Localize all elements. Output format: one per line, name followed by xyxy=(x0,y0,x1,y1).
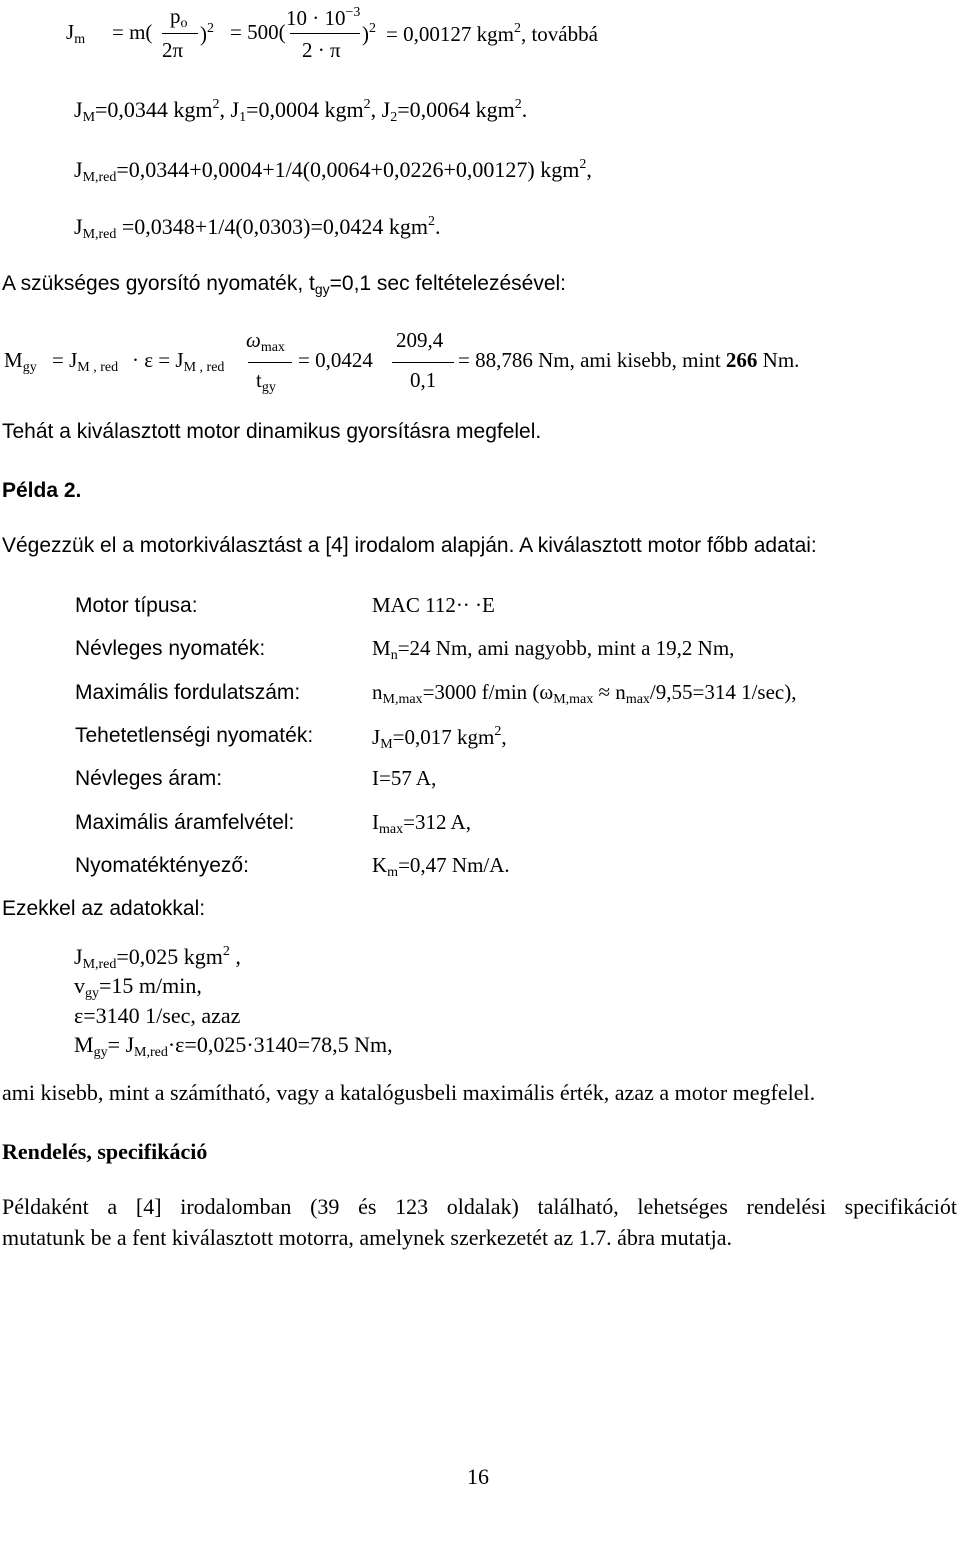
motor-value: $n_{M,max}=3000$ f/min ($\omega_{M,max} \approx n_{max}/9,55=314$ 1/sec), xyxy=(372,680,797,707)
line-torque-intro: A szükséges gyorsító nyomaték, $t_{gy}=0,1$ sec feltételezésével: xyxy=(2,272,567,297)
page-number: 16 xyxy=(467,1464,489,1489)
line-with-data: Ezekkel az adatokkal: xyxy=(2,897,206,920)
calc-line: $v_{gy}=15$ m/min, xyxy=(74,973,202,1001)
motor-value: MAC 112·· ·E xyxy=(372,593,495,617)
heading-order: Rendelés, specifikáció xyxy=(2,1139,208,1164)
line-jred-2: $J_{M,red} =0,0348+1/4(0,0303)=0,0424$ kgm$^2$. xyxy=(74,214,441,242)
motor-value: $M_n=24$ Nm, ami nagyobb, mint a 19,2 Nm, xyxy=(372,636,735,663)
calc-line: ε=3140 1/sec, azaz xyxy=(74,1003,241,1028)
motor-label: Tehetetlenségi nyomaték: xyxy=(75,724,314,747)
line-select: Végezzük el a motorkiválasztást a [4] irodalom alapján. A kiválasztott motor főbb adatai: xyxy=(2,534,817,557)
line-j-values: $J_M=0,0344$ kgm$^2$, $J_1=0,0004$ kgm$^2$, $J_2=0,0064$ kgm$^2$. xyxy=(74,97,528,125)
para-spec-line-1: Példaként a [4] irodalomban (39 és 123 oldalak) található, lehetséges rendelési specifikációt xyxy=(2,1194,957,1219)
line-jred-1: $J_{M,red}=0,0344+0,0004+1/4(0,0064+0,0226+0,00127)$ kgm$^2$, xyxy=(74,157,592,185)
motor-label: Maximális fordulatszám: xyxy=(75,681,301,704)
motor-label: Nyomatéktényező: xyxy=(75,854,249,877)
motor-label: Névleges áram: xyxy=(75,767,223,790)
motor-label: Motor típusa: xyxy=(75,594,198,617)
calc-line: $J_{M,red}=0,025$ kgm$^2$ , xyxy=(74,944,241,972)
line-smaller: ami kisebb, mint a számítható, vagy a katalógusbeli maximális érték, azaz a motor megfelel. xyxy=(2,1080,816,1105)
motor-label: Névleges nyomaték: xyxy=(75,637,266,660)
motor-value: $K_m=0,47$ Nm/A. xyxy=(372,853,510,880)
line-conclusion: Tehát a kiválasztott motor dinamikus gyorsításra megfelel. xyxy=(2,420,542,443)
motor-value: $J_M=0,017$ kgm$^2$, xyxy=(372,724,507,752)
para-spec-line-2: mutatunk be a fent kiválasztott motorra, amelynek szerkezetét az 1.7. ábra mutatja. xyxy=(2,1225,732,1250)
motor-label: Maximális áramfelvétel: xyxy=(75,811,295,834)
motor-value: $I_{max}=312$ A, xyxy=(372,810,471,837)
calc-line: $M_{gy}= J_{M,red}\cdot\varepsilon=0,025\cdot 3140=78,5$ Nm, xyxy=(74,1032,393,1060)
motor-value: I=57 A, xyxy=(372,766,437,790)
heading-example: Példa 2. xyxy=(2,479,82,502)
